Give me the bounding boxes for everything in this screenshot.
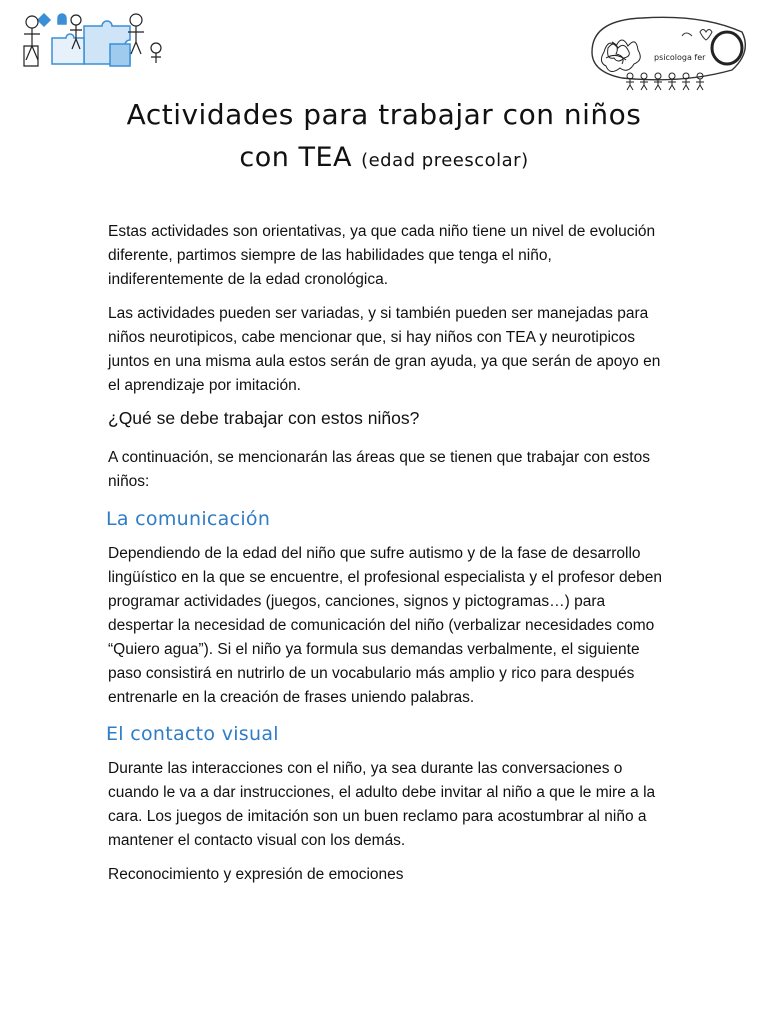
puzzle-children-icon <box>14 8 164 70</box>
section-heading-communication: La comunicación <box>106 508 271 530</box>
title-line2-main: con TEA <box>239 142 352 173</box>
scribble-brain-icon <box>582 12 752 96</box>
document-title-line1: Actividades para trabajar con niños <box>126 98 642 131</box>
question-paragraph: A continuación, se mencionarán las áreas que se tienen que trabajar con estos niños: <box>108 449 650 490</box>
logo-text: psicologa fer <box>654 53 706 62</box>
intro-paragraph-1: Estas actividades son orientativas, ya que cada niño tiene un nivel de evolución diferente, partimos siempre de las habilidades que tenga el niño, indiferentemente de la edad cronológica. <box>108 223 656 288</box>
section-heading-eye-contact: El contacto visual <box>106 723 279 745</box>
intro-paragraph-2: Las actividades pueden ser variadas, y si también pueden ser manejadas para niños neurotipicos, cabe mencionar que, si hay niños con TEA y neurotipicos juntos en una misma aula estos serán de gran ayuda, ya que serán de apoyo en el aprendizaje por imitación. <box>108 305 661 394</box>
question-heading: ¿Qué se debe trabajar con estos niños? <box>108 408 420 428</box>
document-title-line2 <box>0 142 768 173</box>
eye-contact-paragraph: Durante las interacciones con el niño, ya sea durante las conversaciones o cuando le va a dar instrucciones, el adulto debe invitar al niño a que le mire a la cara. Los juegos de imitación son un buen reclamo para acostumbrar al niño a mantener el contacto visual con los demás. <box>108 760 656 849</box>
title-line2-small: (edad preescolar) <box>361 150 529 171</box>
emotions-heading: Reconocimiento y expresión de emociones <box>108 866 404 883</box>
communication-paragraph: Dependiendo de la edad del niño que sufre autismo y de la fase de desarrollo lingüístico en la que se encuentre, el profesional especialista y el profesor deben programar actividades (juegos, canciones, signos y pictogramas…) para despertar la necesidad de comunicación del niño (verbalizar necesidades como “Quiero agua”). Si el niño ya formula sus demandas verbalmente, el siguiente paso consistirá en nutrirlo de un vocabulario más amplio y rico para después entrenarle en la creación de frases uniendo palabras. <box>108 545 663 706</box>
